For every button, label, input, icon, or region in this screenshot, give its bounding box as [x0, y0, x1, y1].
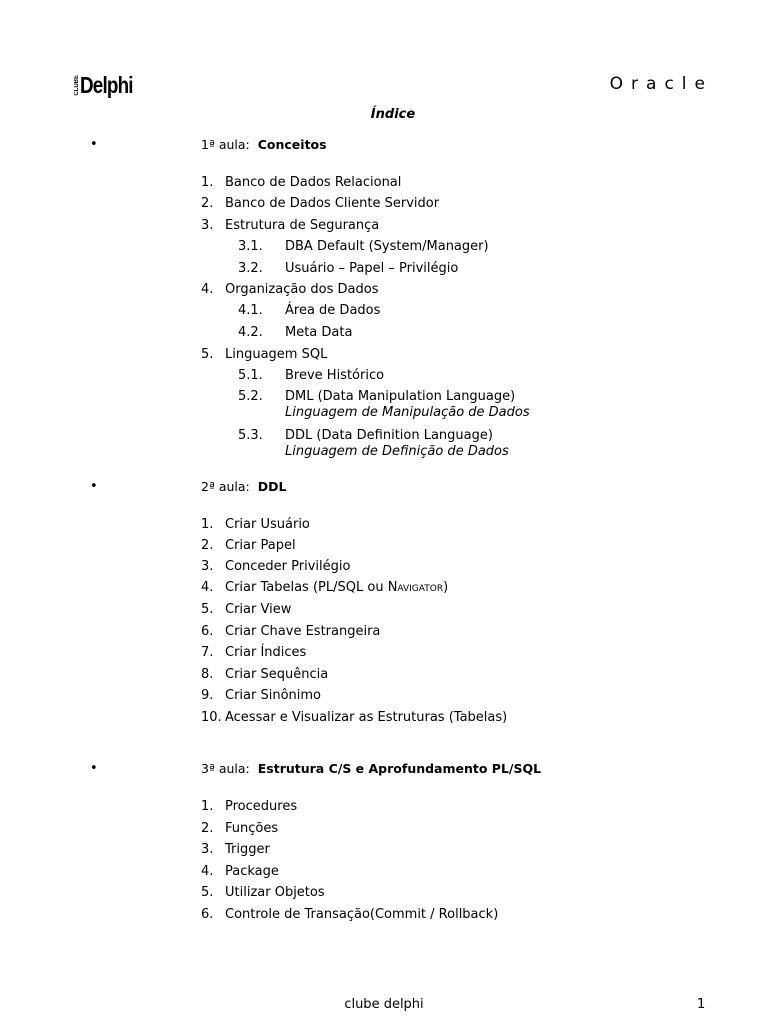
header-title-oracle: Oracle [609, 74, 713, 94]
page-title: Índice [370, 107, 416, 122]
aula-2-heading [0, 479, 768, 499]
clube-delphi-logo [74, 72, 144, 98]
logo-clube-text: CLUBE [74, 74, 80, 96]
bullet: • [90, 761, 98, 776]
aula-1-label: 1ª aula: Conceitos [201, 137, 327, 152]
aula-2-label: 2ª aula: DDL [201, 479, 287, 494]
bullet: • [90, 137, 98, 152]
aula-3-heading [0, 761, 768, 781]
logo-delphi-text: Delphi [80, 71, 133, 98]
aula-3-label: 3ª aula: Estrutura C/S e Aprofundamento PL/SQL [201, 761, 542, 776]
aula-1-heading [0, 137, 768, 157]
page-number: 1 [697, 997, 706, 1012]
footer-text: clube delphi [344, 997, 424, 1012]
bullet: • [90, 479, 98, 494]
